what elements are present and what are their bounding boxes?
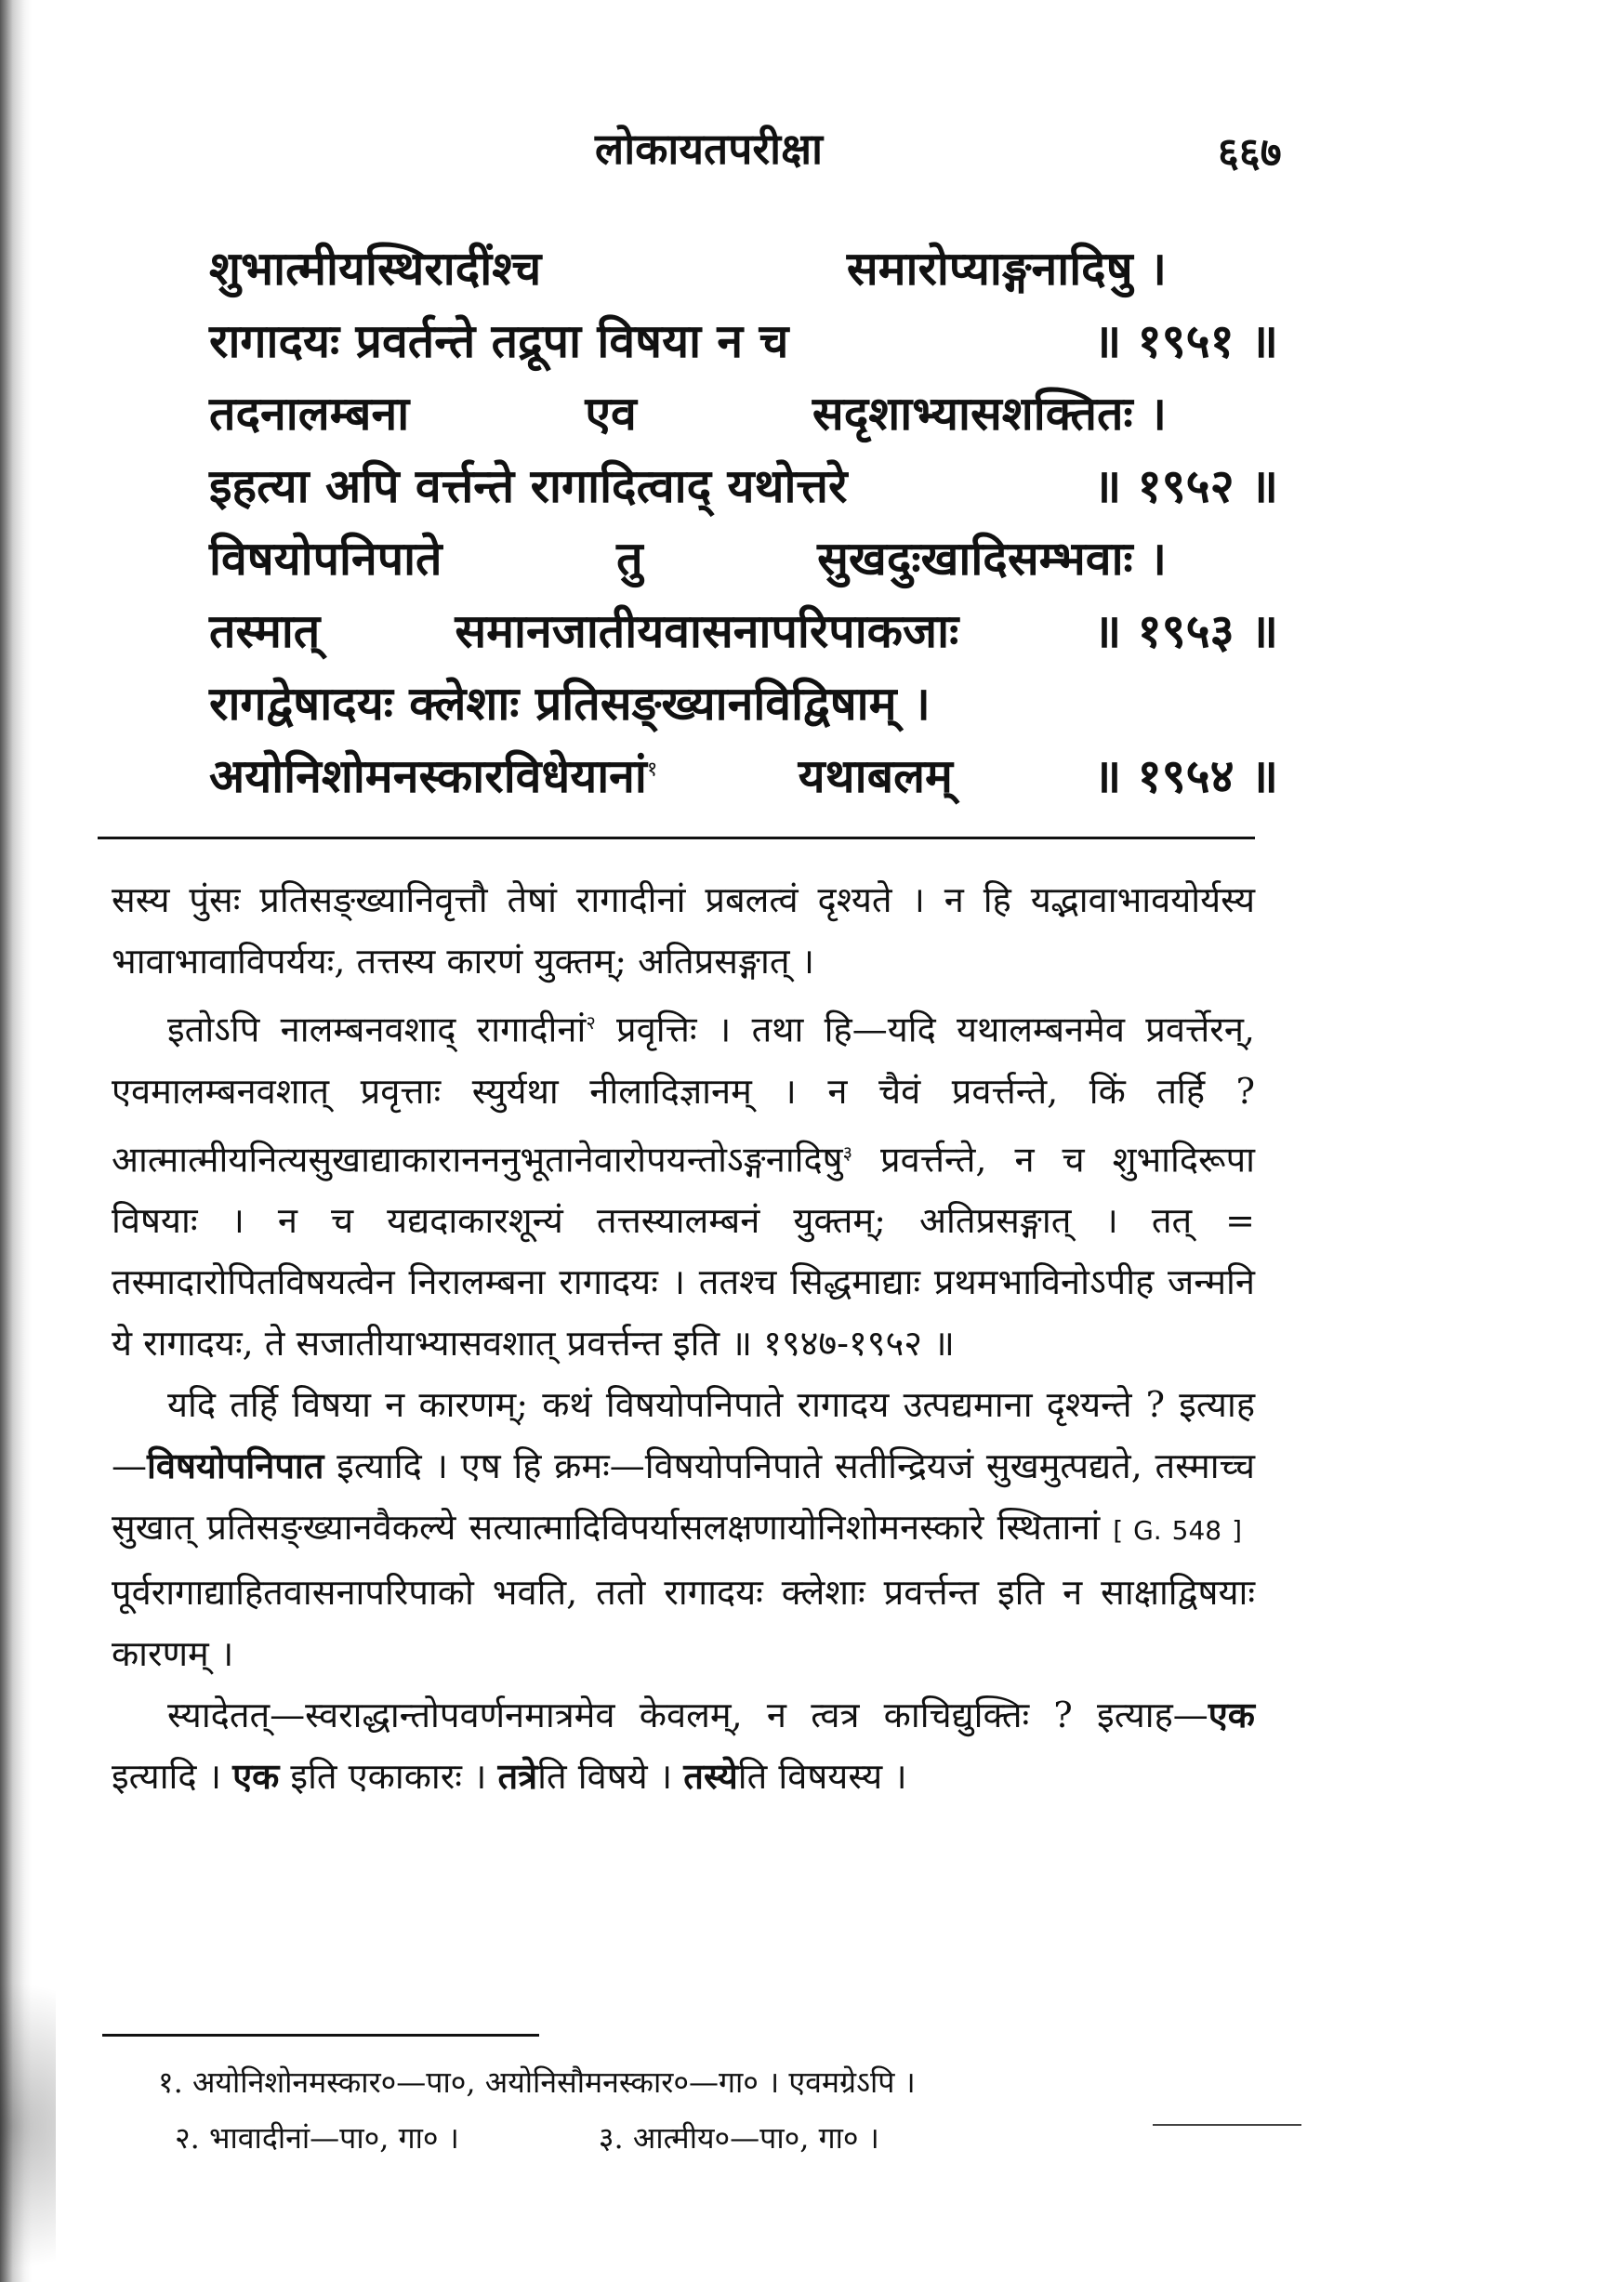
- verse-number: ॥ १९५४ ॥: [1093, 748, 1278, 803]
- footnote-ref: ३: [842, 1141, 853, 1164]
- edition-page-ref: [ G. 548 ]: [1113, 1515, 1242, 1547]
- verse-line: [209, 740, 1278, 812]
- verse-line: [209, 667, 1278, 740]
- verse-text: यथाबलम्: [798, 748, 953, 803]
- verse-text: तदनालम्बना: [209, 386, 410, 441]
- commentary-text: इतोऽपि नालम्बनवशाद् रागादीनां: [167, 1009, 587, 1050]
- commentary-text: पूर्वरागाद्याहितवासनापरिपाको भवति, ततो रागादयः क्लेशाः प्रवर्त्तन्त इति न साक्षाद्विषयाः कारणम् ।: [112, 1572, 1255, 1675]
- verse-citation: तस्ये: [683, 1755, 738, 1798]
- footnote-row: [158, 2110, 1292, 2166]
- verse-line: [209, 450, 1278, 522]
- footnotes: [158, 2054, 1292, 2166]
- footnote-divider: [102, 2034, 539, 2037]
- footnote: २. भावादीनां—पा०, गा० ।: [175, 2120, 459, 2156]
- verse-citation: विषयोपनिपात: [147, 1444, 324, 1487]
- verse-citation: तत्रे: [497, 1755, 538, 1798]
- commentary-text: इति एकाकारः ।: [279, 1756, 498, 1798]
- verse-line: [209, 377, 1278, 450]
- running-head: लोकायतपरीक्षा: [595, 124, 823, 174]
- verse-line: [209, 232, 1278, 305]
- commentary-paragraph: [112, 1684, 1255, 1807]
- verse-number: ॥ १९५२ ॥: [1093, 458, 1278, 513]
- verse-text-with-note: [209, 748, 658, 803]
- verse-citation: एक: [1208, 1694, 1255, 1736]
- footnote-margin-line: [1153, 2124, 1301, 2126]
- verse-number: ॥ १९५१ ॥: [1093, 313, 1278, 368]
- verse-line: [209, 522, 1278, 595]
- verse-divider: [98, 837, 1255, 839]
- verse-block: [209, 232, 1278, 812]
- verse-text: एव: [585, 386, 637, 441]
- commentary-text: इत्यादि । एष हि क्रमः—विषयोपनिपाते सतीन्द्रियजं सुखमुत्पद्यते, तस्माच्च सुखात् प्रतिसङ्ख्यानवैकल्ये सत्यात्मादिविपर्यासलक्षणायोनिशोमनस्कारे स्थितानां: [112, 1445, 1255, 1549]
- verse-text: इहत्या अपि वर्त्तन्ते रागादित्वाद् यथोत्तरे: [209, 458, 848, 513]
- commentary: [112, 869, 1255, 1807]
- footnote-ref: १: [646, 758, 658, 782]
- commentary-text: ति विषयस्य ।: [737, 1756, 907, 1798]
- verse-text: समारोप्याङ्गनादिषु ।: [846, 241, 1167, 296]
- page-number: ६६७: [1218, 129, 1282, 177]
- commentary-paragraph: [112, 1374, 1255, 1684]
- footnote: १. अयोनिशोनमस्कार०—पा०, अयोनिसौमनस्कार०—गा० । एवमग्रेऽपि ।: [158, 2064, 916, 2100]
- verse-text: तु: [616, 531, 643, 586]
- verse-text: समानजातीयवासनापरिपाकजाः: [455, 603, 959, 658]
- verse-text: सुखदुःखादिसम्भवाः ।: [817, 531, 1167, 586]
- verse-line: [209, 305, 1278, 377]
- commentary-text: ति विषये ।: [537, 1756, 684, 1798]
- footnote-ref: २: [586, 1011, 596, 1034]
- verse-text: तस्मात्: [209, 603, 321, 658]
- commentary-text: यदि तर्हि विषया न कारणम्; कथं विषयोपनिपाते रागादय उत्पद्यमाना दृश्यन्ते ? इत्याह—: [112, 1384, 1255, 1487]
- verse-number: ॥ १९५३ ॥: [1093, 603, 1278, 658]
- verse-text: रागादयः प्रवर्तन्ते तद्रूपा विषया न च: [209, 313, 789, 368]
- commentary-text: प्रवृत्तिः । तथा हि—यदि यथालम्बनमेव प्रवर्त्तेरन्, एवमालम्बनवशात् प्रवृत्ताः स्युर्यथा नीलादिज्ञानम् । न चैवं प्रवर्त्तन्ते, किं तर्हि ? आत्मात्मीयनित्यसुखाद्याकारानननुभूतानेवारोपयन्तोऽङ्गनादिषु: [112, 1009, 1256, 1181]
- verse-text: शुभात्मीयस्थिरादींश्च: [209, 241, 542, 296]
- commentary-text: इत्यादि ।: [112, 1756, 233, 1798]
- verse-text: सदृशाभ्यासशक्तितः ।: [812, 386, 1167, 441]
- verse-text: विषयोपनिपाते: [209, 531, 442, 586]
- verse-citation: एक: [232, 1755, 280, 1798]
- verse-text: अयोनिशोमनस्कारविधेयानां: [209, 748, 647, 803]
- commentary-paragraph: सस्य पुंसः प्रतिसङ्ख्यानिवृत्तौ तेषां रागादीनां प्रबलत्वं दृश्यते । न हि यद्भावाभावयोर्यस्य भावाभावाविपर्ययः, तत्तस्य कारणं युक्तम्; अतिप्रसङ्गात् ।: [112, 879, 1255, 982]
- commentary-text: प्रवर्त्तन्ते, न च शुभादिरूपा विषयाः । न च यद्यदाकारशून्यं तत्तस्यालम्बनं युक्तम्; अतिप्रसङ्गात् । तत् = तस्मादारोपितविषयत्वेन निरालम्बना रागादयः । ततश्च सिद्धमाद्याः प्रथमभाविनोऽपीह जन्मनि ये रागादयः, ते सजातीयाभ्यासवशात् प्रवर्त्तन्त इति ॥ १९४७-१९५२ ॥: [112, 1139, 1255, 1365]
- commentary-paragraph: [112, 992, 1255, 1374]
- verse-text: रागद्वेषादयः क्लेशाः प्रतिसङ्ख्यानविद्विषाम् ।: [209, 676, 931, 731]
- verse-line: [209, 595, 1278, 667]
- commentary-text: स्यादेतत्—स्वराद्धान्तोपवर्णनमात्रमेव केवलम्, न त्वत्र काचिद्युक्तिः ? इत्याह—: [167, 1695, 1208, 1736]
- footnote: ३. आत्मीय०—पा०, गा० ।: [598, 2120, 879, 2156]
